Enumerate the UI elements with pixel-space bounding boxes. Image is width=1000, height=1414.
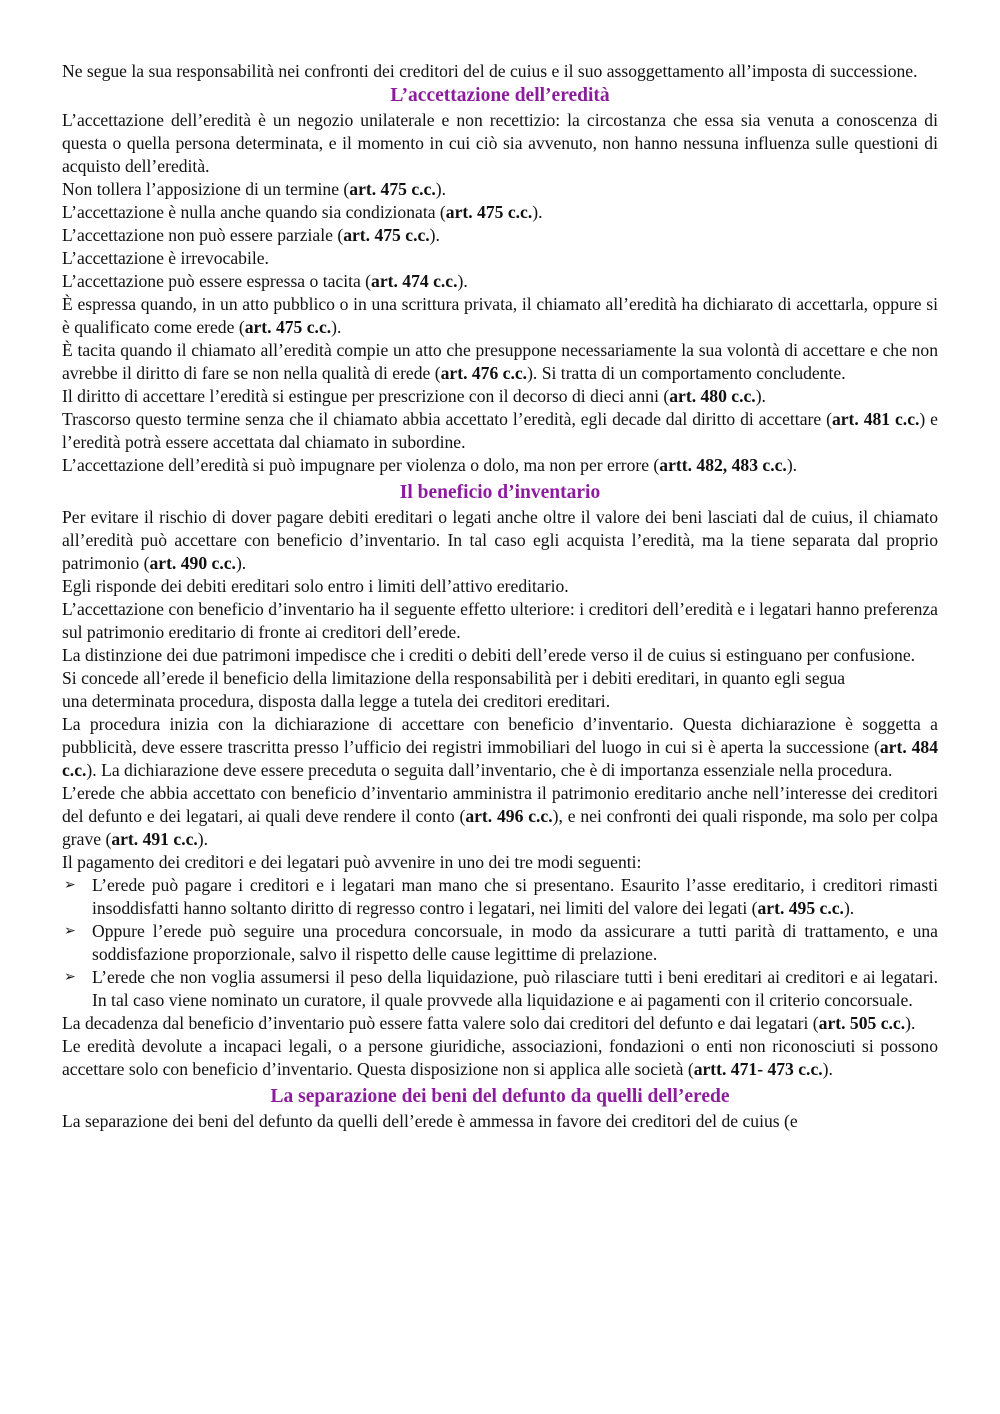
arrowhead-bullet-icon: ➢ [64, 878, 76, 893]
paragraph-text: È tacita quando il chiamato all’eredità compie un atto che presuppone necessariamente la sua volontà di accettare e che non avrebbe il diritto di fare se non nella qualità di erede ( [62, 340, 938, 383]
paragraph-text: Per evitare il rischio di dover pagare debiti ereditari o legati anche oltre il valore dei beni lasciati dal de cuius, il chiamato all’eredità può accettare con beneficio d’inventario. In tal caso egli acquista l’eredità, ma la tiene separata dal proprio patrimonio ( [62, 507, 938, 573]
document-body [62, 83, 938, 1133]
body-paragraph [62, 339, 938, 385]
paragraph-text: ). [843, 898, 855, 918]
paragraph-text: Oppure l’erede può seguire una procedura concorsuale, in modo da assicurare a tutti parità di trattamento, e una soddisfazione proporzionale, salvo il rispetto delle cause legittime di prelazione. [92, 921, 938, 964]
paragraph-text: L’accettazione è nulla anche quando sia condizionata ( [62, 202, 446, 222]
paragraph-text: ). [755, 386, 766, 406]
paragraph-text: ). [435, 179, 447, 199]
paragraph-text: Si concede all’erede il beneficio della limitazione della responsabilità per i debiti ereditari, in quanto egli segua [62, 668, 846, 688]
paragraph-text: L’erede può pagare i creditori e i legatari man mano che si presentano. Esaurito l’asse ereditario, i creditori rimasti insoddisfatti hanno soltanto diritto di regresso contro i legatari, nei limiti del valore dei legati ( [92, 875, 938, 918]
body-paragraph [62, 178, 938, 201]
paragraph-text: ). [429, 225, 440, 245]
article-reference: artt. 471- 473 c.c. [693, 1059, 823, 1079]
body-paragraph [62, 385, 938, 408]
article-reference: art. 480 c.c. [669, 386, 756, 406]
paragraph-text: ). [532, 202, 543, 222]
article-reference: artt. 482, 483 c.c. [659, 455, 787, 475]
paragraph-text: Il pagamento dei creditori e dei legatari può avvenire in uno dei tre modi seguenti: [62, 852, 642, 872]
body-paragraph [62, 644, 938, 667]
article-reference: art. 495 c.c. [757, 898, 844, 918]
body-paragraph [62, 109, 938, 178]
paragraph-text: ). [235, 553, 247, 573]
paragraph-text: ). [197, 829, 209, 849]
body-paragraph [62, 224, 938, 247]
paragraph-text: Non tollera l’apposizione di un termine ( [62, 179, 350, 199]
paragraph-text: L’accettazione non può essere parziale ( [62, 225, 344, 245]
paragraph-text: ). La dichiarazione deve essere preceduta o seguita dall’inventario, che è di importanza essenziale nella procedura. [86, 760, 893, 780]
article-reference: art. 481 c.c. [831, 409, 920, 429]
paragraph-text: ), e nei confronti dei quali risponde, ma solo per colpa grave ( [62, 806, 938, 849]
body-paragraph [62, 293, 938, 339]
body-paragraph [62, 782, 938, 851]
article-reference: art. 475 c.c. [244, 317, 332, 337]
article-reference: art. 505 c.c. [818, 1013, 906, 1033]
list-item-text [92, 967, 938, 1010]
paragraph-text: La distinzione dei due patrimoni impedisce che i crediti o debiti dell’erede verso il de cuius si estinguano per confusione. [62, 645, 916, 665]
body-paragraph [62, 851, 938, 874]
paragraph-text: ). [905, 1013, 916, 1033]
article-reference: art. 474 c.c. [371, 271, 458, 291]
list-item-text [92, 875, 938, 918]
paragraph-text: Il diritto di accettare l’eredità si estingue per prescrizione con il decorso di dieci anni ( [62, 386, 670, 406]
list-item [62, 874, 938, 920]
payment-methods-list [62, 874, 938, 1012]
article-reference: art. 475 c.c. [445, 202, 533, 222]
paragraph-text: La decadenza dal beneficio d’inventario può essere fatta valere solo dai creditori del defunto e dai legatari ( [62, 1013, 819, 1033]
paragraph-text: L’accettazione dell’eredità è un negozio unilaterale e non recettizio: la circostanza che essa sia venuta a conoscenza di questa o quella persona determinata, e il momento in cui ciò sia avvenuto, non hanno nessuna influenza sulle questioni di acquisto dell’eredità. [62, 110, 938, 176]
arrowhead-bullet-icon: ➢ [64, 970, 76, 985]
body-paragraph [62, 575, 938, 598]
section-heading: Il beneficio d’inventario [399, 482, 601, 503]
body-paragraph [62, 1012, 938, 1035]
list-item [62, 920, 938, 966]
paragraph-text: La procedura inizia con la dichiarazione di accettare con beneficio d’inventario. Questa dichiarazione è soggetta a pubblicità, deve essere trascritta presso l’ufficio dei registri immobiliari del luogo in cui si è aperta la successione ( [62, 714, 938, 757]
intro-paragraph: Ne segue la sua responsabilità nei confronti dei creditori del de cuius e il suo assoggettamento all’imposta di successione. [62, 61, 918, 81]
list-item [62, 966, 938, 1012]
article-reference: art. 475 c.c. [349, 179, 436, 199]
article-reference: art. 475 c.c. [343, 225, 430, 245]
paragraph-text: L’accettazione con beneficio d’inventario ha il seguente effetto ulteriore: i creditori dell’eredità e i legatari hanno preferenza sul patrimonio ereditario di fronte ai creditori dell’erede. [62, 599, 938, 642]
body-paragraph [62, 201, 938, 224]
paragraph-text: Egli risponde dei debiti ereditari solo entro i limiti dell’attivo ereditario. [62, 576, 569, 596]
section-heading: La separazione dei beni del defunto da quelli dell’erede [270, 1086, 730, 1107]
article-reference: art. 476 c.c. [440, 363, 528, 383]
body-paragraph [62, 247, 938, 270]
body-paragraph [62, 408, 938, 454]
paragraph-text: ). [457, 271, 468, 291]
article-reference: art. 484 c.c. [62, 737, 939, 780]
list-item-text [92, 921, 938, 964]
paragraph-text: ). [331, 317, 342, 337]
body-paragraph [62, 690, 938, 713]
body-paragraph [62, 270, 938, 293]
paragraph-text: ). [822, 1059, 833, 1079]
article-reference: art. 491 c.c. [111, 829, 198, 849]
paragraph-text: ) e l’eredità potrà essere accettata dal chiamato in subordine. [62, 409, 938, 452]
body-paragraph [62, 1110, 938, 1133]
paragraph-text: L’erede che abbia accettato con beneficio d’inventario amministra il patrimonio ereditario anche nell’interesse dei creditori del defunto e dei legatari, ai quali deve rendere il conto ( [62, 783, 938, 826]
body-paragraph [62, 713, 938, 782]
paragraph-text: ). [786, 455, 798, 475]
body-paragraph [62, 667, 938, 690]
body-paragraph [62, 1035, 938, 1081]
article-reference: art. 496 c.c. [465, 806, 553, 826]
paragraph-text: L’accettazione può essere espressa o tacita ( [62, 271, 372, 291]
paragraph-text: ). Si tratta di un comportamento concludente. [527, 363, 846, 383]
body-paragraph [62, 506, 938, 575]
paragraph-text: La separazione dei beni del defunto da quelli dell’erede è ammessa in favore dei creditori del de cuius (e [62, 1111, 798, 1131]
paragraph-text: una determinata procedura, disposta dalla legge a tutela dei creditori ereditari. [62, 691, 611, 711]
body-paragraph [62, 454, 938, 477]
body-paragraph [62, 598, 938, 644]
paragraph-text: Trascorso questo termine senza che il chiamato abbia accettato l’eredità, egli decade dal diritto di accettare ( [62, 409, 832, 429]
section-heading: L’accettazione dell’eredità [390, 85, 610, 106]
paragraph-text: Le eredità devolute a incapaci legali, o a persone giuridiche, associazioni, fondazioni o enti non riconosciuti si possono accettare solo con beneficio d’inventario. Questa disposizione non si applica alle società ( [62, 1036, 938, 1079]
paragraph-text: È espressa quando, in un atto pubblico o in una scrittura privata, il chiamato all’eredità ha dichiarato di accettarla, oppure si è qualificato come erede ( [62, 294, 938, 337]
paragraph-text: L’accettazione è irrevocabile. [62, 248, 269, 268]
paragraph-text: L’accettazione dell’eredità si può impugnare per violenza o dolo, ma non per errore ( [62, 455, 660, 475]
arrowhead-bullet-icon: ➢ [64, 924, 76, 939]
article-reference: art. 490 c.c. [149, 553, 236, 573]
paragraph-text: L’erede che non voglia assumersi il peso della liquidazione, può rilasciare tutti i beni ereditari ai creditori e ai legatari. In tal caso viene nominato un curatore, il quale provvede alla liquidazione e ai pagamenti con il criterio concorsuale. [92, 967, 938, 1010]
